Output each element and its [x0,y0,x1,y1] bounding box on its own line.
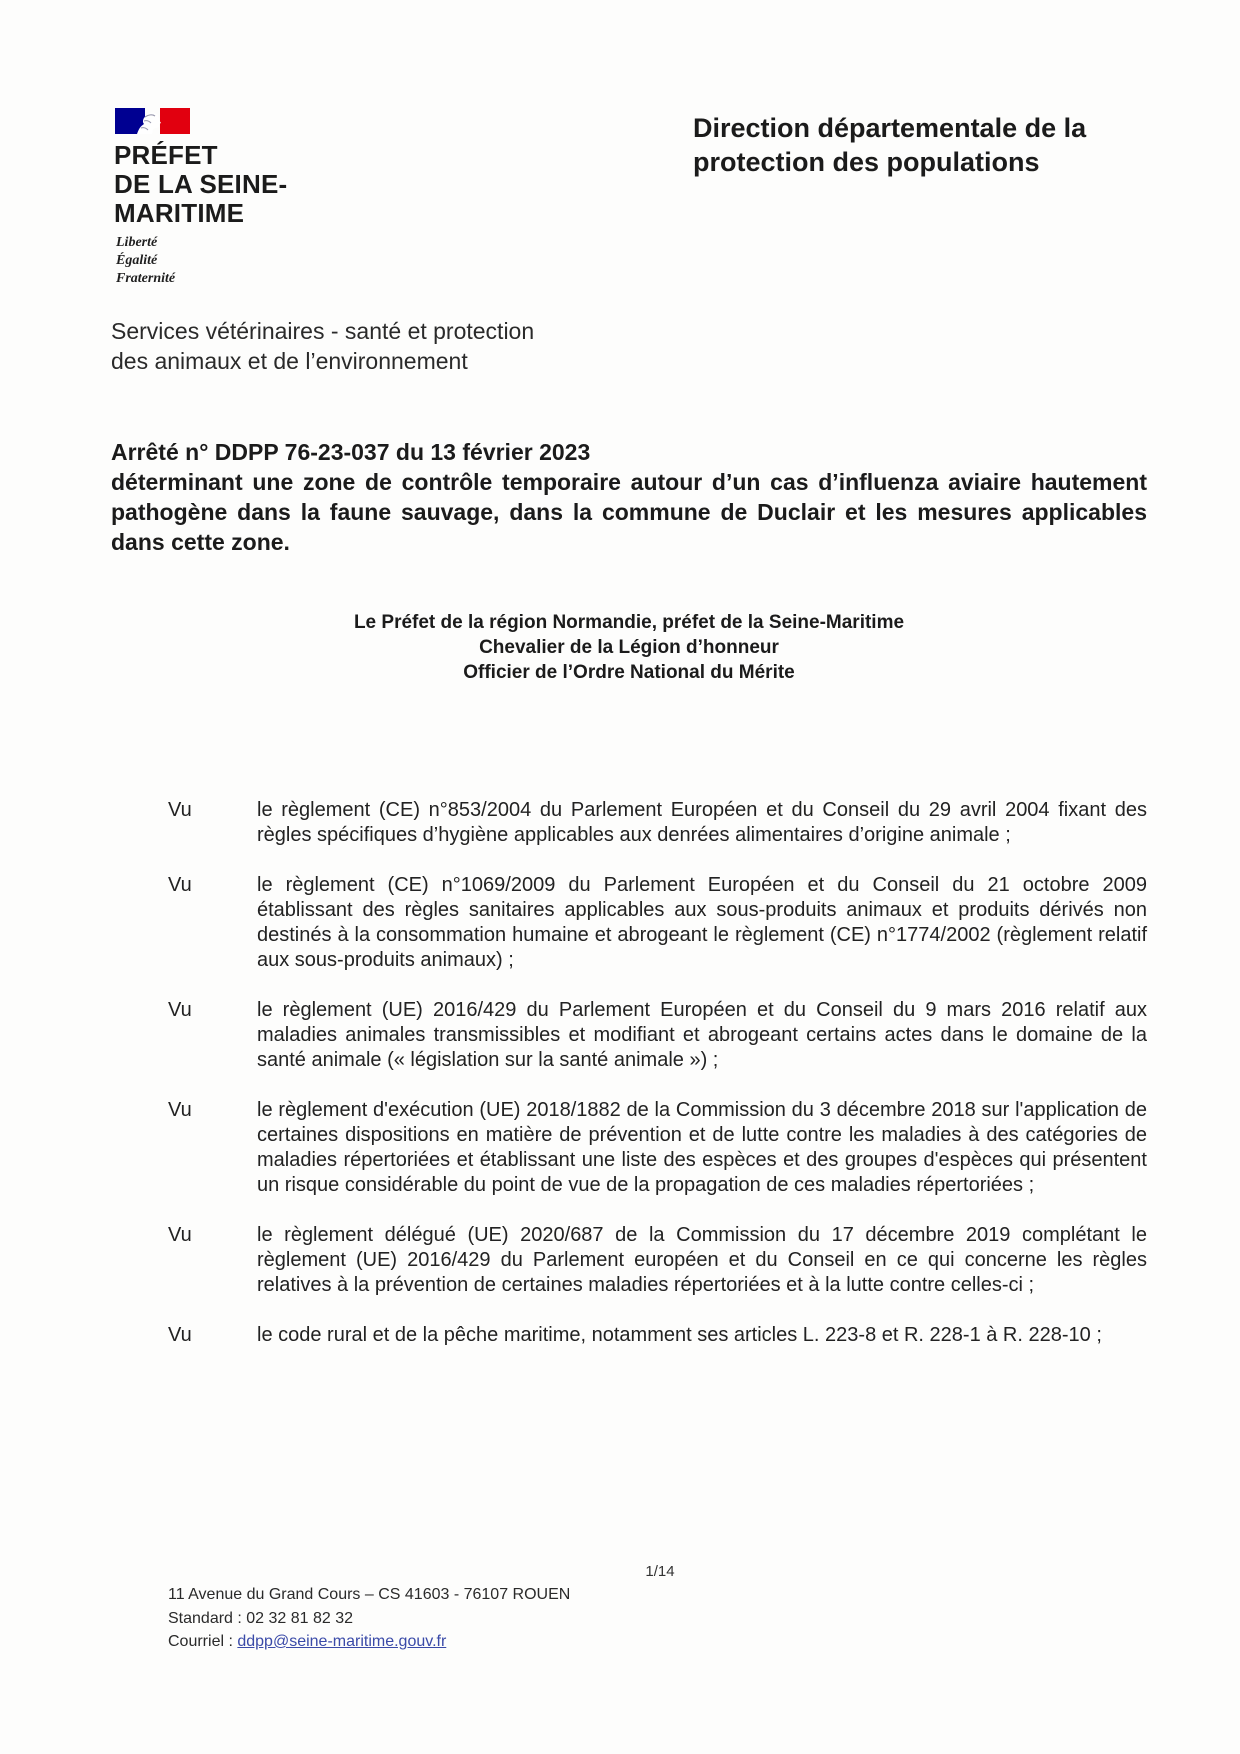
visa-item [168,1223,1147,1298]
visa-label: Vu [168,1324,192,1346]
visa-label: Vu [168,999,192,1021]
footer-email-row [168,1630,570,1654]
email-link[interactable]: ddpp@seine-maritime.gouv.fr [237,1633,447,1650]
visa-item [168,798,1147,848]
republic-motto [116,234,175,288]
page-number: 1/14 [645,1563,675,1580]
footer-address: 11 Avenue du Grand Cours – CS 41603 - 76107 ROUEN [168,1586,571,1603]
visa-item [168,1098,1147,1198]
authority-line: Officier de l’Ordre National du Mérite [463,662,795,683]
motto-line: Égalité [116,253,158,268]
visa-text: le règlement (CE) n°1069/2009 du Parlement Européen et du Conseil du 21 octobre 2009 établissant des règles sanitaires applicables aux sous-produits animaux et produits dérivés non destinés à la consommation humaine et abrogeant le règlement (CE) n°1774/2002 (règlement relatif aux sous-produits animaux) ; [257,874,1147,971]
prefet-line: DE LA SEINE- [114,169,288,199]
visas-list [168,798,1147,1373]
visa-label: Vu [168,1224,192,1246]
marianne-flag-icon [115,106,190,134]
direction-title-line: protection des populations [693,147,1040,177]
decree-subject: déterminant une zone de contrôle temporaire autour d’un cas d’influenza aviaire hautement pathogène dans la faune sauvage, dans la commune de Duclair et les mesures applicables dans cette zone. [111,469,1147,555]
visa-label: Vu [168,1099,192,1121]
visa-label: Vu [168,874,192,896]
prefet-line: MARITIME [114,198,245,228]
direction-title-line: Direction départementale de la [693,113,1087,143]
authority-line: Le Préfet de la région Normandie, préfet de la Seine-Maritime [353,612,905,633]
motto-line: Fraternité [116,271,176,286]
direction-title [693,111,1213,179]
visa-label: Vu [168,799,192,821]
footer-contact [168,1583,570,1654]
authority-block [111,610,1147,685]
visa-item [168,1323,1147,1348]
decree-title [111,437,1147,557]
visa-item [168,873,1147,973]
prefet-wordmark [114,141,287,228]
visa-text: le règlement d'exécution (UE) 2018/1882 de la Commission du 3 décembre 2018 sur l'application de certaines dispositions en matière de prévention et de lutte contre les maladies à des catégories de maladies répertoriées et établissant une liste des espèces et des groupes d'espèces qui présentent un risque considérable du point de vue de la propagation de ces maladies répertoriées ; [257,1099,1147,1196]
footer-phone-row [168,1607,570,1631]
service-name [111,316,534,376]
visa-text: le règlement (CE) n°853/2004 du Parlement Européen et du Conseil du 29 avril 2004 fixant des règles spécifiques d’hygiène applicables aux denrées alimentaires d’origine animale ; [257,799,1147,846]
prefet-line: PRÉFET [114,140,218,170]
visa-item [168,998,1147,1073]
visa-text: le règlement délégué (UE) 2020/687 de la Commission du 17 décembre 2019 complétant le règlement (UE) 2016/429 du Parlement européen et du Conseil en ce qui concerne les règles relatives à la prévention de certaines maladies répertoriées et à la lutte contre celles-ci ; [257,1224,1147,1296]
motto-line: Liberté [116,235,158,250]
service-line: Services vétérinaires - santé et protection [111,318,535,344]
authority-line: Chevalier de la Légion d’honneur [479,637,779,658]
service-line: des animaux et de l’environnement [111,348,468,374]
decree-reference: Arrêté n° DDPP 76-23-037 du 13 février 2023 [111,439,591,465]
email-label: Courriel : [168,1633,233,1650]
phone-label: Standard : [168,1609,242,1627]
visa-text: le code rural et de la pêche maritime, notamment ses articles L. 223-8 et R. 228-1 à R. 228-10 ; [257,1324,1102,1346]
visa-text: le règlement (UE) 2016/429 du Parlement Européen et du Conseil du 9 mars 2016 relatif aux maladies animales transmissibles et modifiant et abrogeant certains actes dans le domaine de la santé animale (« législation sur la santé animale ») ; [257,999,1147,1071]
phone-number: 02 32 81 82 32 [246,1609,354,1627]
